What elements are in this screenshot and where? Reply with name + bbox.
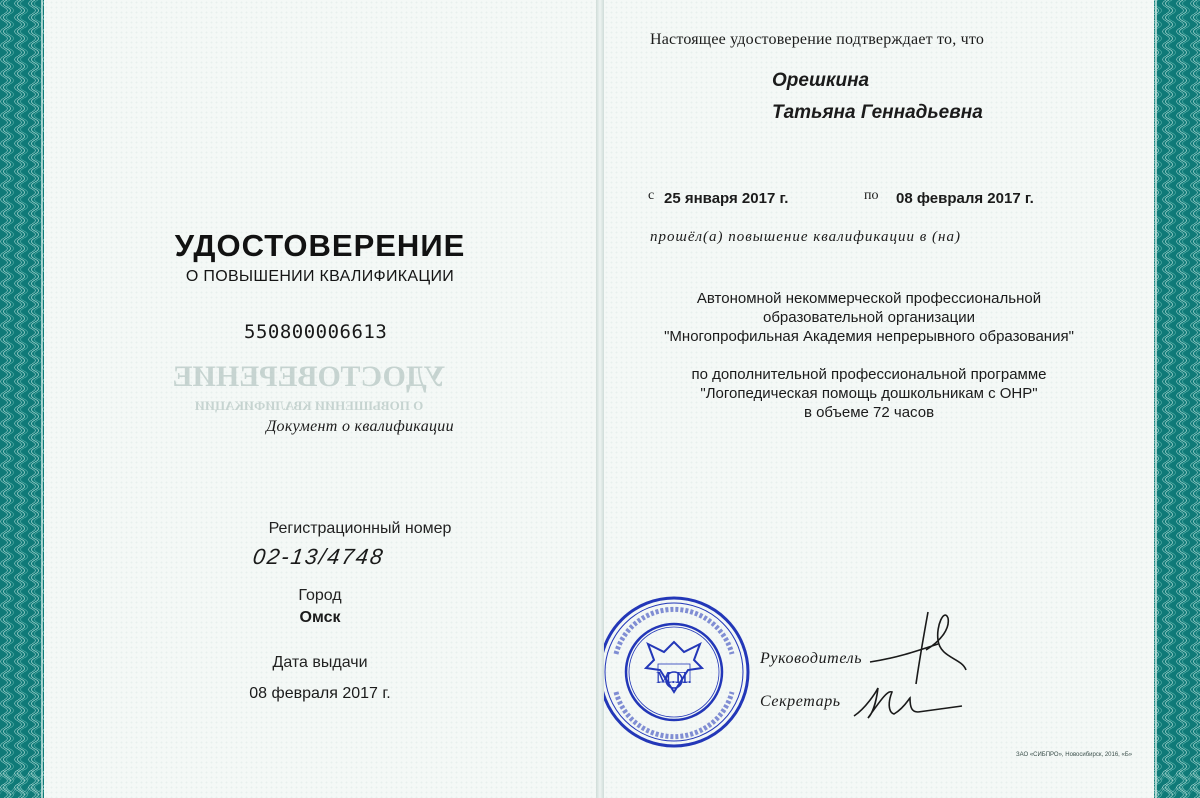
left-page bbox=[44, 0, 596, 798]
date-to-label: по bbox=[864, 188, 879, 203]
head-signature bbox=[866, 600, 976, 690]
stamp-place-mark: М.П. bbox=[656, 668, 692, 687]
serial-number: 550800006613 bbox=[244, 321, 388, 343]
date-from-label: с bbox=[648, 188, 655, 203]
city-value: Омск bbox=[299, 609, 341, 626]
intro-text: Настоящее удостоверение подтверждает то, что bbox=[650, 31, 985, 48]
document-type: Документ о квалификации bbox=[266, 418, 454, 435]
date-to: 08 февраля 2017 г. bbox=[896, 190, 1034, 207]
issue-date-label: Дата выдачи bbox=[272, 654, 368, 671]
completed-text: прошёл(а) повышение квалификации в (на) bbox=[650, 229, 961, 245]
org-line-1: Автономной некоммерческой профессиональной bbox=[696, 290, 1042, 307]
printer-mark: ЗАО «СИБПРО», Новосибирск, 2016, «Б» bbox=[1016, 752, 1133, 758]
secretary-label: Секретарь bbox=[760, 693, 841, 710]
watermark-subtitle: О ПОВЫШЕНИИ КВАЛИФИКАЦИИ bbox=[194, 398, 424, 413]
holder-given-names: Татьяна Геннадьевна bbox=[772, 102, 983, 123]
city-label: Город bbox=[298, 587, 342, 604]
registration-label: Регистрационный номер bbox=[268, 520, 452, 537]
org-line-2: образовательной организации bbox=[763, 309, 975, 326]
right-page bbox=[604, 0, 1154, 798]
document-title: УДОСТОВЕРЕНИЕ bbox=[174, 228, 466, 263]
book-spine bbox=[596, 0, 604, 798]
issue-date-value: 08 февраля 2017 г. bbox=[249, 685, 391, 702]
watermark-title: УДОСТОВЕРЕНИЕ bbox=[172, 360, 446, 393]
head-label: Руководитель bbox=[760, 650, 863, 667]
program-line-3: в объеме 72 часов bbox=[803, 404, 935, 421]
registration-number: 02-13/4748 bbox=[251, 544, 387, 569]
holder-surname: Орешкина bbox=[772, 70, 870, 91]
program-line-2: "Логопедическая помощь дошкольникам с ОНР" bbox=[700, 385, 1038, 402]
document-subtitle: О ПОВЫШЕНИИ КВАЛИФИКАЦИИ bbox=[185, 268, 455, 285]
date-from: 25 января 2017 г. bbox=[664, 190, 789, 207]
secretary-signature bbox=[848, 678, 968, 728]
program-line-1: по дополнительной профессиональной программе bbox=[691, 366, 1047, 383]
org-line-3: "Многопрофильная Академия непрерывного образования" bbox=[664, 328, 1074, 345]
